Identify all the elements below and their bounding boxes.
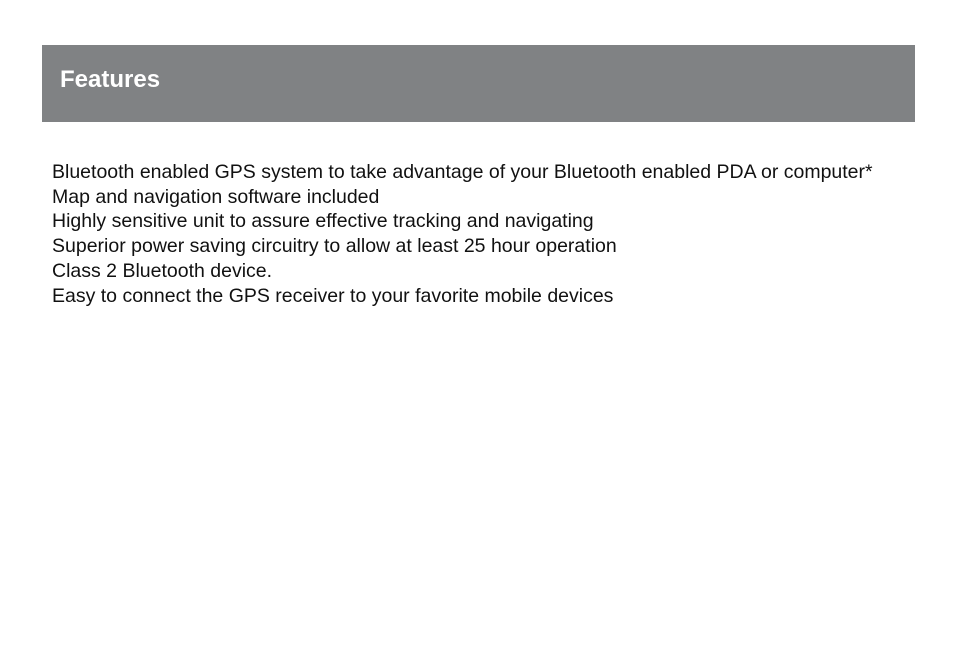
- feature-list: [52, 160, 932, 308]
- feature-item-map-software: Map and navigation software included: [52, 185, 380, 208]
- feature-item-sensitive-unit: Highly sensitive unit to assure effective tracking and navigating: [52, 210, 594, 233]
- section-header-bar: [42, 45, 915, 122]
- feature-item-bluetooth-gps: Bluetooth enabled GPS system to take advantage of your Bluetooth enabled PDA or computer*: [52, 161, 873, 183]
- feature-item-class2-device: Class 2 Bluetooth device.: [52, 259, 273, 282]
- feature-item-power-saving: Superior power saving circuitry to allow at least 25 hour operation: [52, 235, 617, 258]
- feature-item-easy-connect: Easy to connect the GPS receiver to your favorite mobile devices: [52, 284, 614, 307]
- section-title: Features: [60, 66, 161, 93]
